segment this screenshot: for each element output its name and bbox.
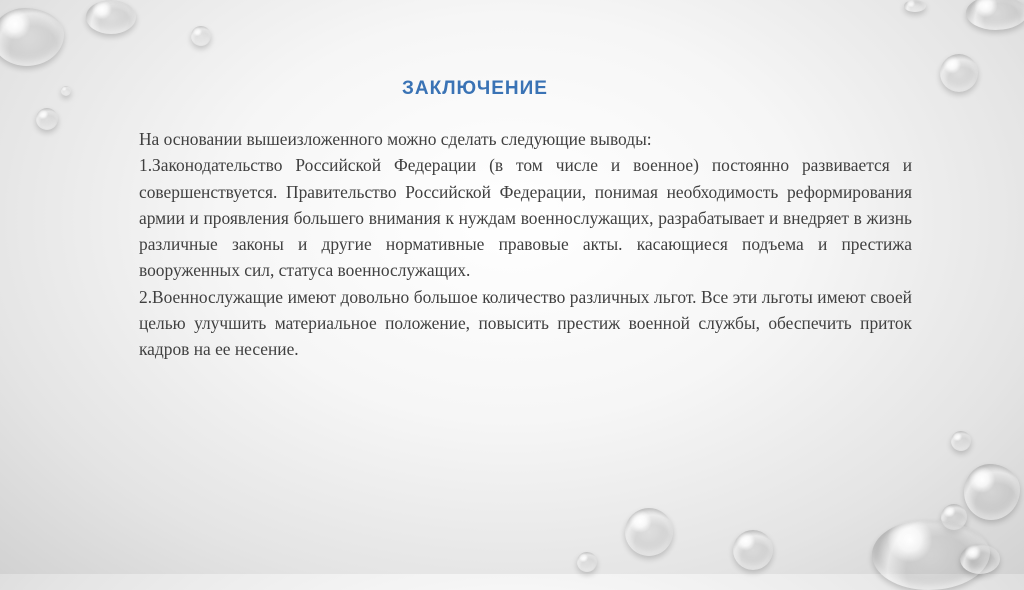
conclusion-point-2: 2.Военнослужащие имеют довольно большое количество различных льгот. Все эти льготы имеют своей целью улучшить материальное положение, повысить престиж военной службы, обеспечить приток кадров на ее несение. xyxy=(139,286,912,360)
water-droplet-decoration xyxy=(733,530,773,570)
water-droplet-decoration xyxy=(966,0,1024,30)
water-droplet-decoration xyxy=(577,552,597,572)
water-droplet-decoration xyxy=(964,464,1020,520)
intro-paragraph: На основании вышеизложенного можно сделать следующие выводы: xyxy=(139,129,652,149)
water-droplet-decoration xyxy=(191,26,211,46)
water-droplet-decoration xyxy=(951,431,971,451)
water-droplet-decoration xyxy=(904,0,926,12)
slide-body xyxy=(139,126,912,363)
water-droplet-decoration xyxy=(36,108,58,130)
conclusion-point-1: 1.Законодательство Российской Федерации (в том числе и военное) постоянно развивается и совершенствуется. Правительство Российской Федерации, понимая необходимость реформирования армии и проявления большего внимания к нуждам военнослужащих, разрабатывает и внедряет в жизнь различные законы и другие нормативные правовые акты. касающиеся подъема и престижа вооруженных сил, статуса военнослужащих. xyxy=(139,155,912,281)
water-droplet-decoration xyxy=(86,0,136,34)
water-droplet-decoration xyxy=(940,54,978,92)
water-droplet-decoration xyxy=(0,8,64,66)
water-droplet-decoration xyxy=(625,508,673,556)
slide-title: ЗАКЛЮЧЕНИЕ xyxy=(402,78,548,99)
water-droplet-decoration xyxy=(61,86,71,96)
water-droplet-decoration xyxy=(960,544,1000,574)
